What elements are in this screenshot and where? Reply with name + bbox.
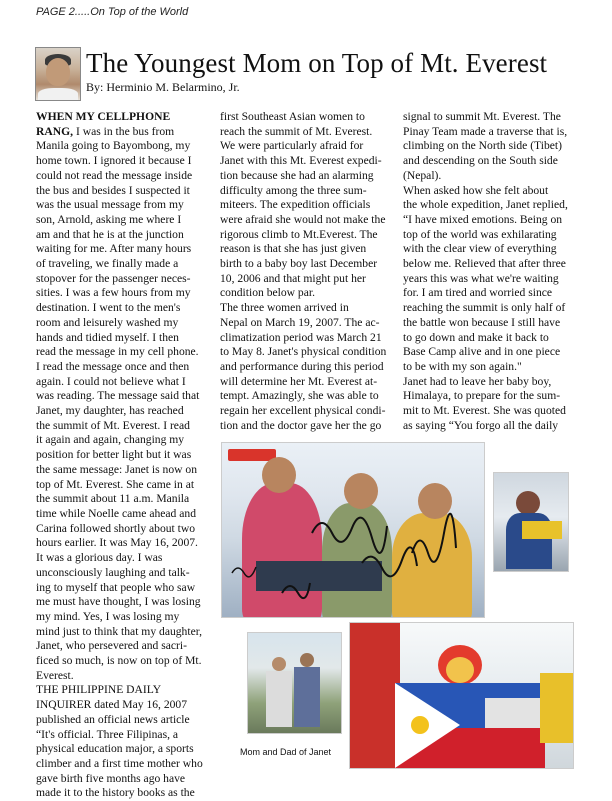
article-text-line: “I have mixed emotions. Being on (403, 212, 563, 226)
article-text-line: son, Arnold, asking me where I (36, 212, 182, 226)
article-text-line: top of the world was exhilarating (403, 227, 557, 241)
article-text-line: It was a glorious day. I was (36, 551, 163, 565)
article-text-line: published an official news article (36, 712, 190, 726)
article-text-line: “It's official. Three Filipinas, a (36, 727, 179, 741)
article-text-line: the bus and besides I suspected it (36, 183, 190, 197)
article-text-line: the whole expedition, Janet replied, (403, 198, 568, 212)
article-text-line: the battle won because I still have (403, 315, 561, 329)
article-text-line: The three women arrived in (220, 301, 349, 315)
article-text-line: to be with my son again." (403, 359, 522, 373)
article-text-line: again. I could not believe what I (36, 374, 186, 388)
article-text-line: gave birth five months ago have (36, 771, 186, 785)
article-text-line: hands and tidied myself. I then (36, 330, 179, 344)
article-text-line: position for better light but it was (36, 448, 192, 462)
article-text-line: with the clear view of everything (403, 242, 557, 256)
article-text-line: RANG, I was in the bus from (36, 124, 175, 138)
article-column-2 (220, 110, 398, 433)
article-text-line: physical education major, a sports (36, 742, 194, 756)
article-text-line: destination. I went to the men's (36, 301, 181, 315)
article-text-line: it again and again, changing my (36, 433, 185, 447)
article-text-line: years this was what we're waiting (403, 271, 559, 285)
article-text-line: ficed so much, is now on top of Mt. (36, 654, 202, 668)
article-text-line: We were particularly afraid for (220, 139, 364, 153)
article-text-line: I read the message once and then (36, 359, 190, 373)
article-text-line: climatization period was March 21 (220, 330, 382, 344)
article-text-line: Manila going to Bayombong, my (36, 139, 191, 153)
climber-with-banner-photo (493, 472, 569, 572)
article-text-line: 10, 2006 and that might put her (220, 271, 366, 285)
article-column-1 (36, 110, 216, 801)
article-text-line: stopover for the passenger neces- (36, 271, 191, 285)
article-text-line: reason is that she has just given (220, 242, 367, 256)
article-text-line: unconsciously laughing and talk- (36, 565, 190, 579)
article-text-line: tempt. Amazingly, she was able to (220, 389, 379, 403)
parents-caption: Mom and Dad of Janet (240, 747, 332, 757)
article-text-line: room and leisurely washed my (36, 315, 179, 329)
article-text-line: Carina followed shortly about two (36, 521, 196, 535)
parents-photo (247, 632, 342, 734)
article-text-line: ing to myself that people who saw (36, 580, 196, 594)
article-text-line: climbing on the North side (Tibet) (403, 139, 562, 153)
article-text-line: THE PHILIPPINE DAILY (36, 683, 162, 697)
article-text-line: could not read the message inside (36, 168, 193, 182)
article-text-line: and performance during this period (220, 359, 384, 373)
article-text-line: tion and the doctor gave her the go (220, 418, 382, 432)
article-text-line: Base Camp alive and in one piece (403, 345, 561, 359)
article-text-line: as saying “You forgo all the daily (403, 418, 559, 432)
article-text-line: INQUIRER dated May 16, 2007 (36, 698, 188, 712)
article-text-line: Himalaya, to prepare for the sum- (403, 389, 561, 403)
article-text-line: Everest. (36, 668, 74, 682)
article-text-line: my mind. Yes, I was losing my (36, 609, 180, 623)
article-text-line: were afraid she would not make the (220, 212, 386, 226)
article-text-line: first Southeast Asian women to (220, 110, 365, 123)
article-text-line: below me. Relieved that after three (403, 257, 566, 271)
article-text-line: reach the summit of Mt. Everest. (220, 124, 373, 138)
article-text-line: (Nepal). (403, 168, 442, 182)
article-text-line: waiting for me. After many hours (36, 242, 192, 256)
article-text-line: and descending on the South side (403, 154, 558, 168)
article-text-line: home town. I ignored it because I (36, 154, 192, 168)
running-head: PAGE 2.....On Top of the World (36, 6, 189, 18)
author-photo (35, 47, 81, 101)
article-text-line: me must have thought, I was losing (36, 595, 201, 609)
article-text-line: top of Mt. Everest. She came in at (36, 477, 195, 491)
article-title: The Youngest Mom on Top of Mt. Everest (86, 48, 548, 78)
article-text-line: difficulty among the three sum- (220, 183, 367, 197)
article-text-line: hours earlier. It was May 16, 2007. (36, 536, 198, 550)
article-text-line: to May 8. Janet's physical condition (220, 345, 387, 359)
article-text-line: Janet, who persevered and sacri- (36, 639, 187, 653)
article-text-line: WHEN MY CELLPHONE (36, 110, 171, 123)
article-text-line: am and that he is at the junction (36, 227, 184, 241)
autographs (222, 443, 484, 617)
article-text-line: climber and a first time mother who (36, 756, 203, 770)
article-text-line: mind just to think that my daughter, (36, 624, 203, 638)
article-text-line: made it to the history books as the (36, 786, 195, 800)
article-text-line: Pinay Team made a traverse that is, (403, 124, 568, 138)
article-text-line: tion because she had an alarming (220, 168, 374, 182)
article-text-line: time while Noelle came ahead and (36, 506, 196, 520)
article-text-line: for. I am tired and worried since (403, 286, 553, 300)
byline: By: Herminio M. Belarmino, Jr. (86, 80, 240, 94)
article-text-line: reaching the summit is only half of (403, 301, 566, 315)
article-text-line: When asked how she felt about (403, 183, 549, 197)
article-text-line: the summit about 11 a.m. Manila (36, 492, 190, 506)
article-text-line: read the message in my cell phone. (36, 345, 199, 359)
article-column-3 (403, 110, 583, 433)
article-text-line: signal to summit Mt. Everest. The (403, 110, 561, 123)
article-text-line: Nepal on March 19, 2007. The ac- (220, 315, 380, 329)
philippine-flag-summit-photo (349, 622, 574, 769)
article-text-line: will determine her Mt. Everest at- (220, 374, 378, 388)
article-text-line: the summit of Mt. Everest. I read (36, 418, 190, 432)
article-text-line: birth to a baby boy last December (220, 257, 378, 271)
article-text-line: the same message: Janet is now on (36, 462, 197, 476)
article-text-line: mit to Mt. Everest. She was quoted (403, 404, 566, 418)
article-text-line: of traveling, we finally made a (36, 257, 179, 271)
article-text-line: Janet, my daughter, has reached (36, 404, 184, 418)
summit-team-signed-photo (221, 442, 485, 618)
article-text-line: was reading. The message said that (36, 389, 200, 403)
article-text-line: Janet with this Mt. Everest expedi- (220, 154, 382, 168)
article-text-line: rigorous climb to Mt.Everest. The (220, 227, 378, 241)
article-text-line: was the usual message from my (36, 198, 184, 212)
article-text-line: miteers. The expedition officials (220, 198, 371, 212)
article-text-line: Janet had to leave her baby boy, (403, 374, 552, 388)
article-text-line: condition below par. (220, 286, 315, 300)
article-text-line: to go down and make it back to (403, 330, 549, 344)
article-text-line: regain her excellent physical condi- (220, 404, 386, 418)
article-text-line: sities. I was a few hours from my (36, 286, 191, 300)
